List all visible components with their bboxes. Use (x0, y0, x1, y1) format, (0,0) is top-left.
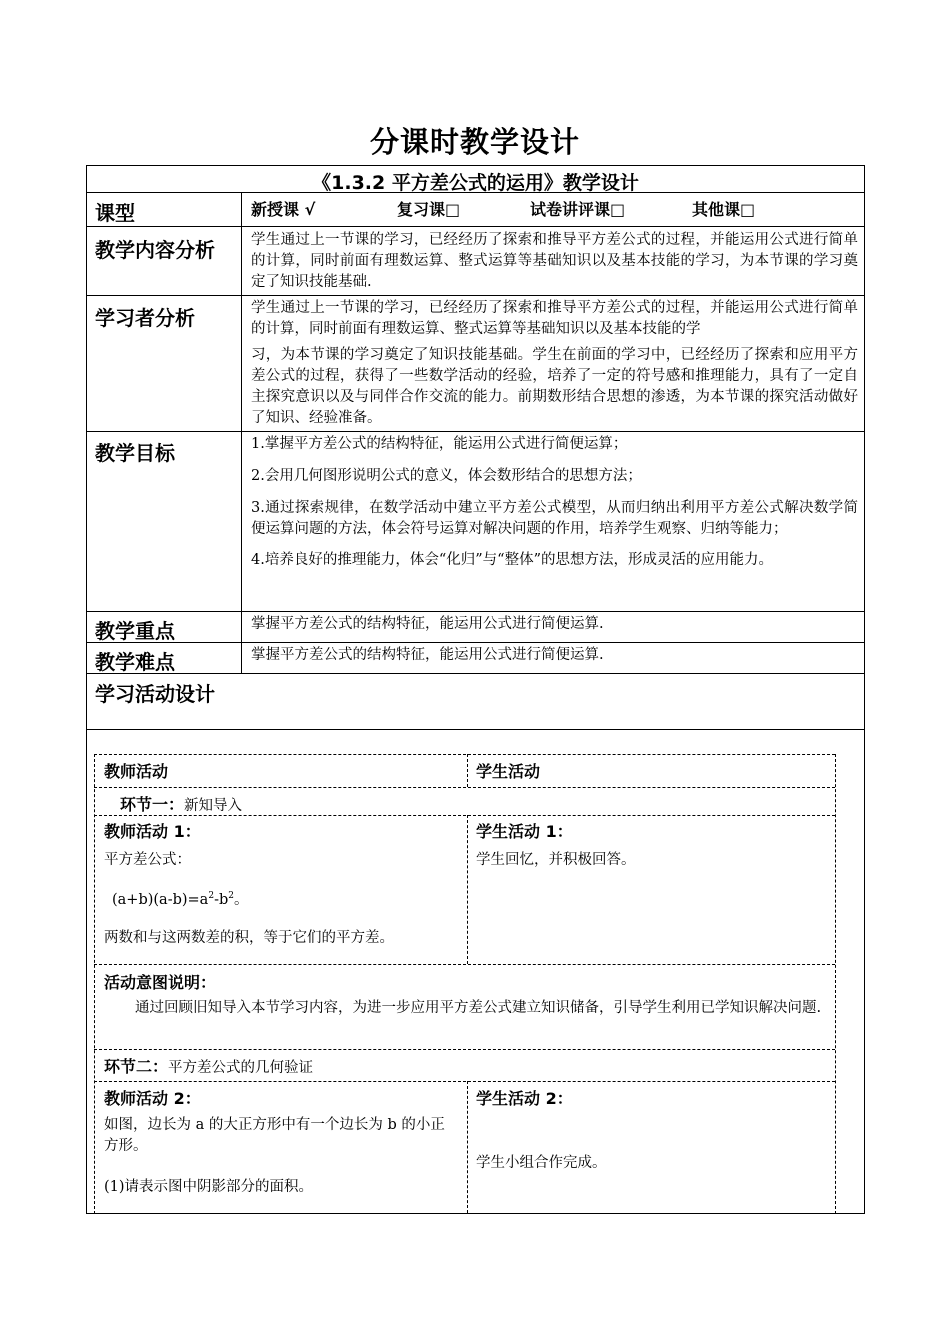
intent-text: 通过回顾旧知导入本节学习内容，为进一步应用平方差公式建立知识储备，引导学生利用已学知识解决问题. (135, 1000, 822, 1016)
row-divider (86, 729, 865, 730)
student-activity-2-text: 学生小组合作完成。 (476, 1155, 607, 1171)
teacher-activity-2-text: 如图，边长为 a 的大正方形中有一个边长为 b 的小正方形。 (104, 1117, 445, 1154)
objective-item: 3.通过探索规律，在数学活动中建立平方差公式模型，从而归纳出利用平方差公式解决数学简便运算问题的方法，体会符号运算对解决问题的作用，培养学生观察、归纳等能力； (251, 500, 858, 537)
dashed-rule (94, 1081, 835, 1082)
key-point-label: 教学重点 (95, 619, 175, 643)
row-divider (86, 226, 865, 227)
learner-analysis-para: 习，为本节课的学习奠定了知识技能基础。学生在前面的学习中，已经经历了探索和应用平方差公式的过程，获得了一些数学活动的经验，培养了一定的符号感和推理能力，具有了一定自主探究意识以及与同伴合作交流的能力。前期数形结合思想的渗透，为本节课的探究活动做好了知识、经验准备。 (251, 347, 858, 426)
formula-exponent: 2 (208, 891, 215, 901)
formula-part: (a+b)(a-b)=a (112, 891, 209, 908)
section-one (120, 792, 242, 815)
student-activity-header: 学生活动 (476, 762, 541, 781)
objectives-list (251, 434, 858, 576)
teacher-activity-1-line: 平方差公式： (104, 852, 191, 868)
activity-design-label: 学习活动设计 (95, 682, 215, 706)
lesson-type-label: 课型 (95, 201, 135, 225)
key-point-text: 掌握平方差公式的结构特征，能运用公式进行简便运算. (251, 616, 604, 632)
formula-part: 。 (233, 891, 249, 908)
dashed-rule (467, 754, 468, 787)
dashed-rule (835, 754, 836, 1214)
formula-exponent: 2 (228, 891, 234, 901)
lesson-type-exam: 试卷讲评课□ (530, 200, 626, 219)
dashed-rule (467, 1081, 468, 1213)
dashed-rule (94, 964, 835, 965)
objectives-label: 教学目标 (95, 441, 175, 465)
section-one-label: 环节一： (120, 795, 185, 814)
dashed-rule (94, 787, 835, 788)
content-analysis-text: 学生通过上一节课的学习，已经经历了探索和推导平方差公式的过程，并能运用公式进行简单的计算，同时前面有理数运算、整式运算等基础知识以及基本技能的学习，为本节课的学习奠定了知识技能基础. (251, 232, 858, 290)
section-two (104, 1054, 313, 1077)
objective-item: 4.培养良好的推理能力，体会“化归”与“整体”的思想方法，形成灵活的应用能力。 (251, 552, 773, 568)
dashed-rule (94, 754, 95, 1214)
section-two-title: 平方差公式的几何验证 (168, 1060, 314, 1076)
teacher-activity-1-line: 两数和与这两数差的积，等于它们的平方差。 (104, 930, 394, 946)
dashed-rule (94, 1049, 835, 1050)
lesson-type-options (251, 197, 858, 220)
objective-item: 1.掌握平方差公式的结构特征，能运用公式进行简便运算； (251, 436, 628, 452)
dashed-rule (94, 1213, 835, 1214)
student-activity-1-label: 学生活动 1： (476, 822, 573, 841)
lesson-type-other: 其他课□ (692, 200, 756, 219)
column-divider (241, 192, 242, 673)
learner-analysis-label: 学习者分析 (95, 306, 195, 330)
teacher-activity-2-label: 教师活动 2： (104, 1089, 201, 1108)
learner-analysis-para: 学生通过上一节课的学习，已经经历了探索和推导平方差公式的过程，并能运用公式进行简单的计算，同时前面有理数运算、整式运算等基础知识以及基本技能的学 (251, 300, 858, 337)
page-title: 分课时教学设计 (369, 125, 580, 159)
student-activity-2-label: 学生活动 2： (476, 1089, 573, 1108)
row-divider (86, 642, 865, 643)
teacher-activity-2-question: (1)请表示图中阴影部分的面积。 (104, 1179, 314, 1195)
learner-analysis-text (251, 298, 858, 434)
lesson-type-review: 复习课□ (397, 200, 461, 219)
section-one-title: 新知导入 (184, 798, 243, 814)
teacher-activity-header: 教师活动 (104, 762, 169, 781)
difficult-point-label: 教学难点 (95, 650, 175, 674)
intent-label: 活动意图说明： (104, 973, 217, 992)
formula-part: -b (214, 891, 229, 908)
content-analysis-label: 教学内容分析 (95, 238, 215, 262)
dashed-rule (467, 815, 468, 964)
difficult-point-text: 掌握平方差公式的结构特征，能运用公式进行简便运算. (251, 647, 604, 663)
design-title: 《1.3.2 平方差公式的运用》教学设计 (312, 172, 639, 194)
row-divider (86, 295, 865, 296)
row-divider (86, 673, 865, 674)
dashed-rule (94, 754, 835, 755)
objective-item: 2.会用几何图形说明公式的意义，体会数形结合的思想方法； (251, 468, 642, 484)
lesson-type-new: 新授课 √ (251, 200, 316, 219)
student-activity-1-text: 学生回忆，并积极回答。 (476, 852, 636, 868)
dashed-rule (94, 815, 835, 816)
row-divider (86, 611, 865, 612)
section-two-label: 环节二： (104, 1057, 169, 1076)
formula (112, 886, 248, 911)
teacher-activity-1-label: 教师活动 1： (104, 822, 201, 841)
